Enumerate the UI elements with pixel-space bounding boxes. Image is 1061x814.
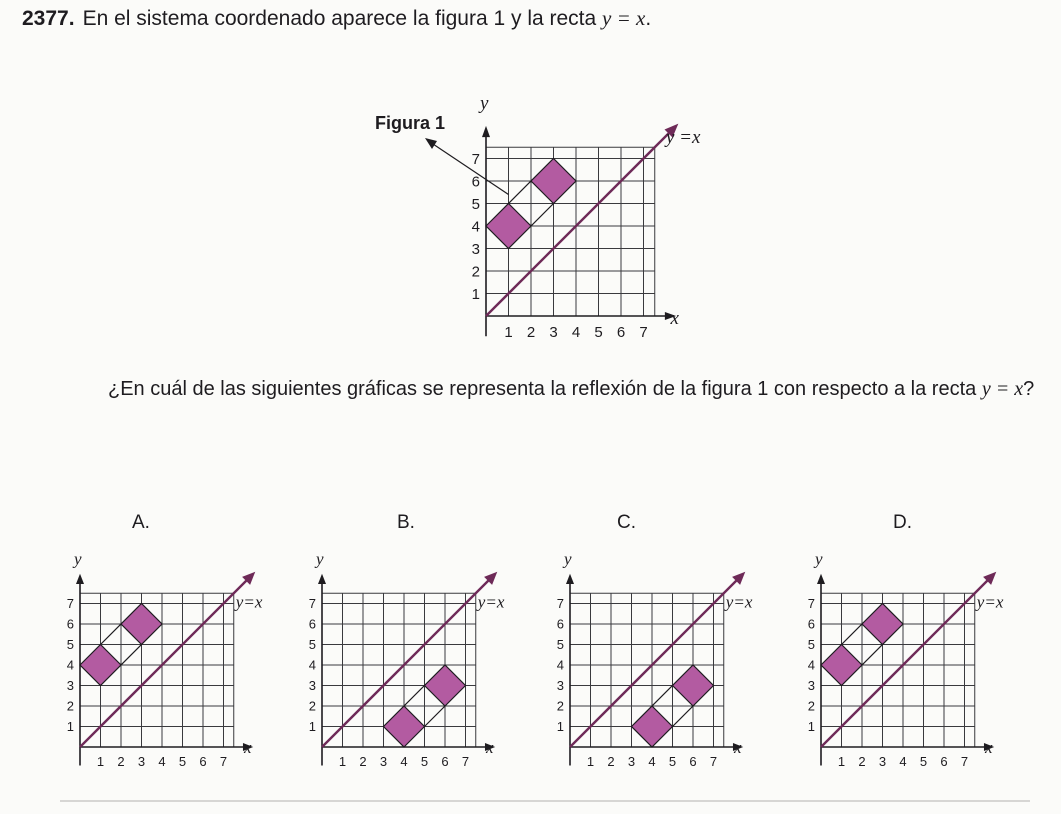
figure-pointer: [430, 142, 509, 195]
x-axis-label: x: [486, 738, 494, 757]
y-tick-label: 1: [66, 719, 74, 735]
x-tick-label: 1: [96, 754, 105, 769]
y-tick-label: 4: [66, 657, 74, 673]
y-tick-label: 1: [471, 285, 480, 303]
question-prefix: ¿En cuál de las siguientes gráficas se representa la reflexión de la figura 1 con respecto a la recta: [108, 378, 977, 400]
y-tick-label: 7: [807, 596, 815, 612]
line-label: y=x: [477, 592, 505, 612]
x-tick-label: 7: [709, 754, 718, 769]
y-tick-label: 3: [556, 678, 564, 694]
x-tick-label: 6: [441, 754, 449, 769]
y-tick-label: 7: [308, 596, 316, 612]
y-tick-label: 5: [807, 637, 815, 653]
x-tick-label: 7: [960, 754, 969, 769]
y-tick-label: 2: [308, 698, 316, 714]
option-b-letter: B.: [397, 512, 415, 533]
x-tick-label: 3: [627, 754, 636, 769]
y-axis-arrow: [76, 574, 84, 584]
x-tick-label: 4: [158, 754, 166, 769]
option-d-graph[interactable]: [796, 548, 1036, 783]
y-tick-label: 3: [807, 678, 815, 694]
line-label: y=x: [725, 592, 753, 612]
x-tick-label: 6: [616, 324, 626, 341]
shaded-cell: [80, 645, 121, 686]
shaded-cell: [121, 604, 162, 645]
main-graph: [355, 86, 745, 356]
x-tick-label: 1: [586, 754, 595, 769]
x-tick-label: 1: [504, 324, 513, 341]
x-tick-label: 6: [689, 754, 697, 769]
y-tick-label: 5: [556, 637, 564, 653]
x-tick-label: 2: [607, 754, 615, 769]
x-axis-label: x: [734, 738, 742, 757]
x-tick-label: 2: [117, 754, 125, 769]
x-tick-label: 3: [878, 754, 887, 769]
y-tick-label: 6: [471, 173, 480, 191]
y-tick-label: 4: [308, 657, 316, 673]
y-tick-label: 6: [66, 616, 74, 632]
x-tick-label: 4: [648, 754, 656, 769]
y-tick-label: 4: [807, 657, 815, 673]
x-tick-label: 3: [379, 754, 388, 769]
y-axis-arrow: [566, 574, 574, 584]
x-tick-label: 5: [668, 754, 677, 769]
shaded-cell: [673, 665, 714, 706]
y-tick-label: 2: [471, 263, 480, 281]
option-b-graph[interactable]: [297, 548, 532, 783]
shaded-cell: [531, 159, 576, 204]
shaded-cell: [486, 204, 531, 249]
y-tick-label: 5: [471, 195, 480, 213]
x-tick-label: 2: [858, 754, 866, 769]
figure-label: Figura 1: [375, 113, 446, 133]
option-a-letter: A.: [132, 512, 150, 533]
y-tick-label: 6: [556, 616, 564, 632]
problem-number: 2377.: [22, 7, 75, 30]
shaded-cell: [862, 604, 903, 645]
y-tick-label: 7: [556, 596, 564, 612]
problem-text: En el sistema coordenado aparece la figura 1 y la recta: [82, 7, 597, 30]
x-tick-label: 5: [919, 754, 928, 769]
footer-rule: [60, 800, 1030, 802]
x-tick-label: 7: [639, 324, 648, 341]
shaded-cell: [632, 706, 673, 747]
line-label: y =x: [666, 126, 701, 148]
y-tick-label: 5: [308, 637, 316, 653]
y-tick-label: 2: [66, 698, 74, 714]
y-axis-arrow: [318, 574, 326, 584]
y-axis-label: y: [316, 549, 324, 569]
x-axis-label: x: [985, 738, 993, 757]
y-axis-label: y: [564, 549, 572, 569]
y-axis-label: y: [74, 549, 82, 569]
option-c-letter: C.: [617, 512, 636, 533]
x-tick-label: 4: [571, 324, 581, 341]
option-a-graph[interactable]: [55, 548, 290, 783]
x-axis-label: x: [244, 738, 252, 757]
problem-equation: y = x: [602, 6, 646, 30]
y-tick-label: 3: [66, 678, 74, 694]
y-tick-label: 4: [556, 657, 564, 673]
y-tick-label: 5: [66, 637, 74, 653]
y-tick-label: 3: [308, 678, 316, 694]
x-tick-label: 2: [526, 324, 536, 341]
x-tick-label: 6: [199, 754, 207, 769]
y-tick-label: 6: [807, 616, 815, 632]
x-tick-label: 5: [420, 754, 429, 769]
y-tick-label: 2: [556, 698, 564, 714]
shaded-cell: [425, 665, 466, 706]
x-tick-label: 3: [137, 754, 146, 769]
x-tick-label: 4: [899, 754, 907, 769]
option-c-graph[interactable]: [545, 548, 780, 783]
y-axis-arrow: [817, 574, 825, 584]
y-tick-label: 3: [471, 240, 480, 258]
y-axis-label: y: [480, 93, 489, 114]
problem-period: .: [645, 7, 652, 30]
y-tick-label: 4: [471, 218, 480, 236]
figure-pointer-arrow: [425, 138, 437, 149]
question-suffix: ?: [1023, 378, 1035, 400]
y-tick-label: 1: [807, 719, 815, 735]
shaded-cell: [384, 706, 425, 747]
x-tick-label: 6: [940, 754, 948, 769]
x-tick-label: 2: [359, 754, 367, 769]
x-tick-label: 1: [338, 754, 347, 769]
option-d-letter: D.: [893, 512, 912, 533]
x-tick-label: 3: [549, 324, 558, 341]
x-tick-label: 5: [594, 324, 603, 341]
x-tick-label: 7: [461, 754, 470, 769]
x-tick-label: 7: [219, 754, 228, 769]
x-tick-label: 1: [837, 754, 846, 769]
y-tick-label: 7: [66, 596, 74, 612]
y-tick-label: 1: [308, 719, 316, 735]
y-tick-label: 7: [471, 150, 480, 168]
x-axis-label: x: [670, 308, 679, 329]
y-tick-label: 6: [308, 616, 316, 632]
problem-statement: [22, 6, 651, 31]
x-tick-label: 5: [178, 754, 187, 769]
question-equation: y = x: [981, 378, 1024, 400]
question-text: [108, 375, 1038, 404]
y-tick-label: 1: [556, 719, 564, 735]
line-label: y=x: [976, 592, 1004, 612]
shaded-cell: [821, 645, 862, 686]
line-label: y=x: [235, 592, 263, 612]
y-axis-label: y: [815, 549, 823, 569]
y-tick-label: 2: [807, 698, 815, 714]
y-axis-arrow: [482, 126, 490, 137]
x-tick-label: 4: [400, 754, 408, 769]
